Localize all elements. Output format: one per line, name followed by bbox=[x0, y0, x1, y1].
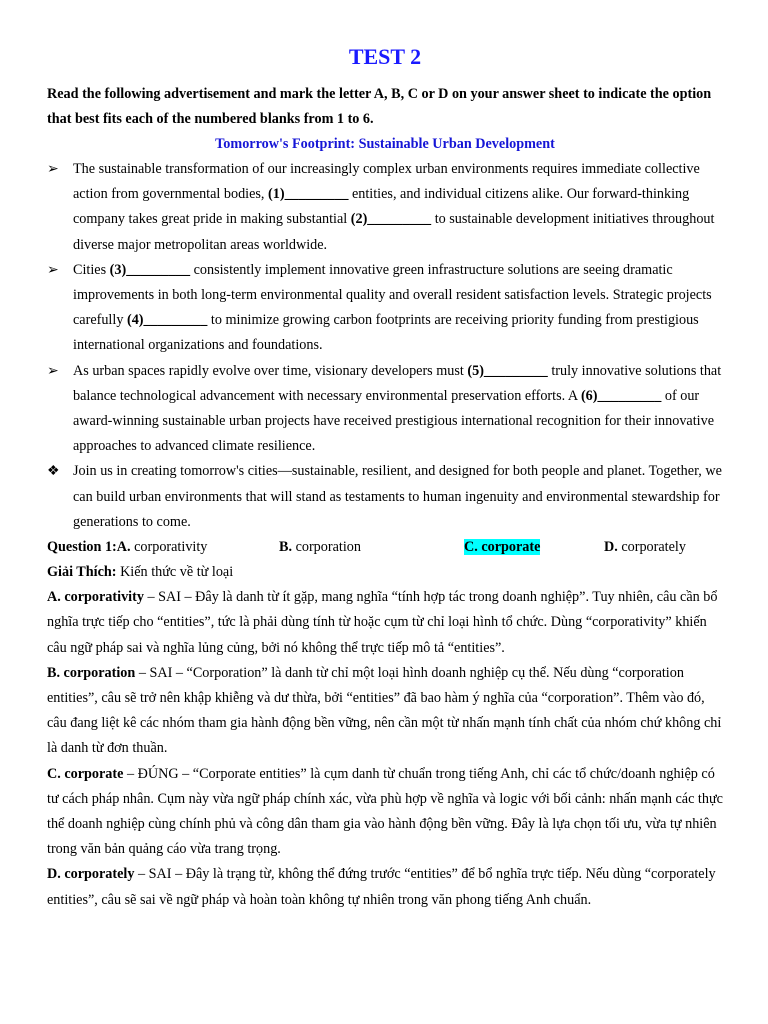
blank-3: (3)_________ bbox=[109, 261, 191, 278]
ad-closing bbox=[47, 459, 723, 535]
paragraph-text: to sustainable development initiatives throughout diverse major metropolitan areas worldwide. bbox=[73, 211, 715, 253]
answer-a-explanation bbox=[47, 585, 723, 661]
explanation-heading bbox=[47, 560, 723, 585]
arrow-bullet-icon: ➢ bbox=[47, 261, 59, 278]
blank-5: (5)_________ bbox=[467, 362, 548, 379]
blank-6: (6)_________ bbox=[580, 387, 662, 404]
answer-b-explanation bbox=[47, 661, 723, 762]
question-1-options bbox=[47, 535, 723, 560]
answer-text: – ĐÚNG – “Corporate entities” là cụm danh từ chuẩn trong tiếng Anh, chỉ các tổ chức/doanh nghiệp có tư cách pháp nhân. Cụm này vừa ngữ pháp chính xác, vừa phù hợp về nghĩa và logic với bối cảnh: nhấn mạnh các thực thể doanh nghiệp cùng chính phủ và công dân tham gia vào hành động bền vững. Đây là lựa chọn tối ưu, vừa tự nhiên trong văn bản quảng cáo vừa trang trọng. bbox=[47, 765, 723, 858]
paragraph-text: truly innovative solutions that balance technological advancement with necessary environmental preservation efforts. A bbox=[73, 362, 722, 404]
option-a-letter: A. bbox=[116, 539, 131, 556]
ad-paragraph-3 bbox=[47, 359, 723, 460]
paragraph-text: consistently implement innovative green infrastructure solutions are seeing dramatic improvements in both long-term environmental quality and overall resident satisfaction levels. Strategic projects carefully bbox=[73, 261, 712, 329]
paragraph-text: Cities bbox=[73, 261, 110, 278]
arrow-bullet-icon: ➢ bbox=[47, 362, 59, 379]
option-b-letter: B. bbox=[279, 539, 293, 556]
blank-4: (4)_________ bbox=[126, 312, 208, 329]
paragraph-text: of our award-winning sustainable urban projects have received prestigious international recognition for their innovative approaches to advanced climate resilience. bbox=[73, 387, 714, 455]
answer-d-explanation bbox=[47, 862, 723, 912]
option-a-text: corporativity bbox=[130, 539, 208, 556]
answer-c-explanation bbox=[47, 762, 723, 863]
ad-paragraph-2 bbox=[47, 258, 723, 359]
paragraph-text: to minimize growing carbon footprints are receiving priority funding from prestigious international organizations and foundations. bbox=[73, 312, 699, 354]
blank-2: (2)_________ bbox=[350, 211, 432, 228]
instructions: Read the following advertisement and mark the letter A, B, C or D on your answer sheet to indicate the option that best fits each of the numbered blanks from 1 to 6. bbox=[47, 86, 712, 127]
document-page bbox=[47, 42, 723, 913]
option-d-letter: D. bbox=[604, 539, 618, 556]
arrow-bullet-icon: ➢ bbox=[47, 161, 59, 177]
answer-term: C. corporate bbox=[47, 765, 124, 782]
answer-term: B. corporation bbox=[47, 664, 136, 681]
option-b-text: corporation bbox=[292, 539, 361, 556]
ad-paragraph-1 bbox=[47, 157, 723, 258]
option-c-correct: C. corporate bbox=[464, 539, 541, 556]
paragraph-text: entities, and individual citizens alike. Our forward-thinking company takes great pride in making substantial bbox=[73, 186, 690, 228]
explanation-label: Giải Thích: bbox=[47, 564, 117, 581]
diamond-bullet-icon: ❖ bbox=[47, 463, 60, 480]
page-title: TEST 2 bbox=[348, 44, 422, 69]
paragraph-text: The sustainable transformation of our increasingly complex urban environments requires immediate collective action from governmental bodies, bbox=[73, 161, 700, 203]
paragraph-text: As urban spaces rapidly evolve over time, visionary developers must bbox=[73, 362, 468, 379]
answer-term: A. corporativity bbox=[47, 589, 144, 606]
question-label: Question 1: bbox=[47, 539, 117, 556]
answer-term: D. corporately bbox=[47, 866, 135, 883]
answer-text: – SAI – Đây là danh từ ít gặp, mang nghĩa “tính hợp tác trong doanh nghiệp”. Tuy nhiên, câu cần bổ nghĩa trực tiếp cho “entities”, tức là phải dùng tính từ hoặc cụm từ chỉ loại hình tổ chức. Dùng “corporativity” khiến câu ngữ pháp sai và nghĩa lủng củng, bởi nó không thể trực tiếp mô tả “entities”. bbox=[47, 589, 718, 656]
closing-text: Join us in creating tomorrow's cities—sustainable, resilient, and designed for both people and planet. Together, we can build urban environments that will stand as testaments to human ingenuity and environmental stewardship for generations to come. bbox=[73, 463, 722, 530]
option-d-text: corporately bbox=[617, 539, 686, 556]
blank-1: (1)_________ bbox=[268, 186, 349, 203]
answer-text: – SAI – “Corporation” là danh từ chỉ một loại hình doanh nghiệp cụ thể. Nếu dùng “corporation entities”, câu sẽ trở nên khập khiễng và dư thừa, bởi “entities” đã bao hàm ý nghĩa của “corporation”. Thêm vào đó, câu đang liệt kê các nhóm tham gia hành động bền vững, nên cần một từ nhấn mạnh tính chất của nhóm chứ không chỉ là danh từ đơn thuần. bbox=[47, 664, 722, 757]
explanation-topic: Kiến thức về từ loại bbox=[116, 564, 234, 581]
answer-text: – SAI – Đây là trạng từ, không thể đứng trước “entities” để bổ nghĩa trực tiếp. Nếu dùng “corporately entities”, câu sẽ sai về ngữ pháp và hoàn toàn không tự nhiên trong văn phong tiếng Anh chuẩn. bbox=[47, 866, 716, 908]
advertisement-title: Tomorrow's Footprint: Sustainable Urban Development bbox=[215, 136, 555, 152]
